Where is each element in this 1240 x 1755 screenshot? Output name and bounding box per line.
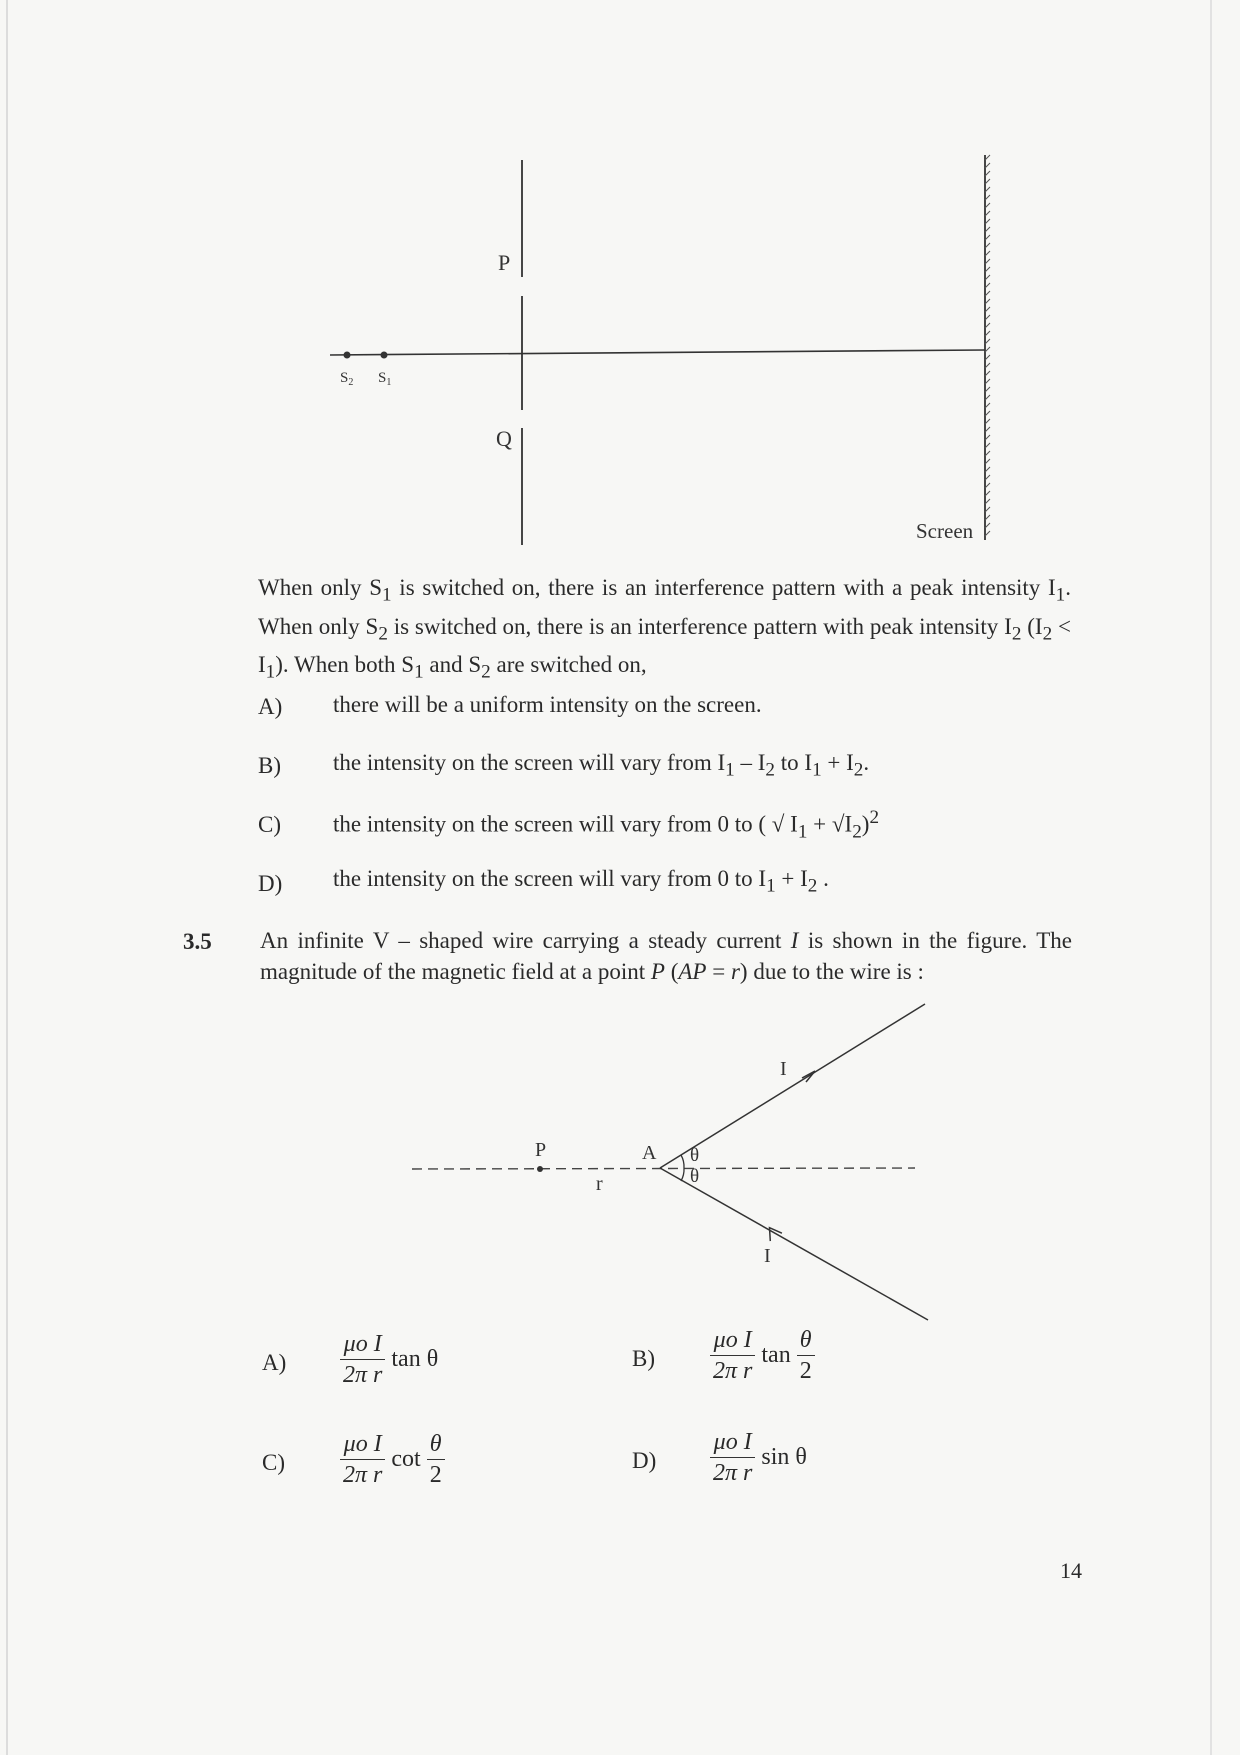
label-r: r bbox=[596, 1173, 603, 1195]
angle-arc-bottom bbox=[681, 1168, 684, 1181]
option-d-letter: D) bbox=[258, 871, 283, 896]
q35-option-d-letter: D) bbox=[632, 1448, 657, 1473]
angle-arc-top bbox=[681, 1155, 684, 1168]
q35-option-d-fraction: $\frac{\text{μo I}}{\text{2π r}}$ bbox=[710, 1427, 755, 1488]
option-b-text: the intensity on the screen will vary from $I_1 - I_2$ to $I_1 + I_2$. bbox=[333, 750, 870, 781]
q35-option-a-fn: tan θ bbox=[391, 1346, 439, 1372]
q35-option-b-formula bbox=[710, 1325, 815, 1386]
lower-wire bbox=[660, 1168, 928, 1320]
option-a-letter: A) bbox=[258, 694, 283, 719]
source-s1-dot bbox=[381, 352, 388, 359]
page-number: 14 bbox=[1060, 1558, 1082, 1583]
question-3-5-stem: An infinite V – shaped wire carrying a steady current I is shown in the figure. The magnitude of the magnetic field at a point P (AP = r) due to the wire is : bbox=[260, 928, 1072, 984]
point-p-dot bbox=[537, 1166, 543, 1172]
label-screen: Screen bbox=[916, 519, 974, 543]
label-a: A bbox=[642, 1142, 657, 1164]
option-a-text: there will be a uniform intensity on the screen. bbox=[333, 692, 762, 717]
label-i-top: I bbox=[780, 1058, 787, 1080]
option-b-letter: B) bbox=[258, 753, 281, 778]
q35-option-a-letter: A) bbox=[262, 1350, 287, 1375]
q35-option-b-angle-fraction: $\frac{\theta}{2}$ bbox=[797, 1325, 815, 1386]
label-p: P bbox=[498, 250, 511, 275]
q35-option-d-formula bbox=[710, 1427, 813, 1488]
q35-option-c-formula bbox=[340, 1429, 445, 1490]
label-s1: $S_1$ bbox=[378, 370, 392, 388]
optical-axis bbox=[330, 350, 985, 355]
upper-wire bbox=[660, 1004, 925, 1168]
question-3-5-number: 3.5 bbox=[183, 929, 212, 954]
label-p: P bbox=[535, 1139, 547, 1161]
q35-option-c-letter: C) bbox=[262, 1450, 285, 1475]
q35-option-b-fn: tan bbox=[761, 1342, 791, 1368]
q35-option-a-formula bbox=[340, 1329, 444, 1390]
source-s2-dot bbox=[344, 352, 351, 359]
q35-option-a-fraction: $\frac{\text{μo I}}{\text{2π r}}$ bbox=[340, 1329, 385, 1390]
q35-option-c-fraction: $\frac{\text{μo I}}{\text{2π r}}$ bbox=[340, 1429, 385, 1490]
question-3-4-stem: When only $S_1$ is switched on, there is an interference pattern with a peak intensity $I_1$. When only $S_2$ is switched on, there is an interference pattern with peak intensity $I_2$ $(I_2 < I_1)$. When both $S_1$ and $S_2$ are switched on, bbox=[258, 575, 1071, 683]
v-wire-figure bbox=[0, 1000, 1240, 1320]
option-c-letter: C) bbox=[258, 812, 281, 837]
interference-figure bbox=[0, 0, 1240, 560]
q35-option-b-letter: B) bbox=[632, 1346, 655, 1371]
label-i-bottom: I bbox=[764, 1245, 771, 1267]
label-s2: $S_2$ bbox=[340, 370, 354, 388]
label-theta-bottom: θ bbox=[690, 1166, 700, 1187]
label-q: Q bbox=[496, 426, 512, 451]
label-theta-top: θ bbox=[690, 1145, 700, 1166]
q35-option-b-fraction: $\frac{\text{μo I}}{\text{2π r}}$ bbox=[710, 1325, 755, 1386]
dashed-axis bbox=[412, 1168, 915, 1169]
q35-option-c-angle-fraction: $\frac{\theta}{2}$ bbox=[427, 1429, 445, 1490]
option-c-text: the intensity on the screen will vary from 0 to ( √ $I_1 + √I_2)^2$ bbox=[333, 807, 880, 843]
option-d-text: the intensity on the screen will vary from 0 to $I_1 + I_2$ . bbox=[333, 866, 829, 897]
q35-option-c-fn: cot bbox=[391, 1446, 421, 1472]
q35-option-d-fn: sin θ bbox=[761, 1444, 807, 1470]
